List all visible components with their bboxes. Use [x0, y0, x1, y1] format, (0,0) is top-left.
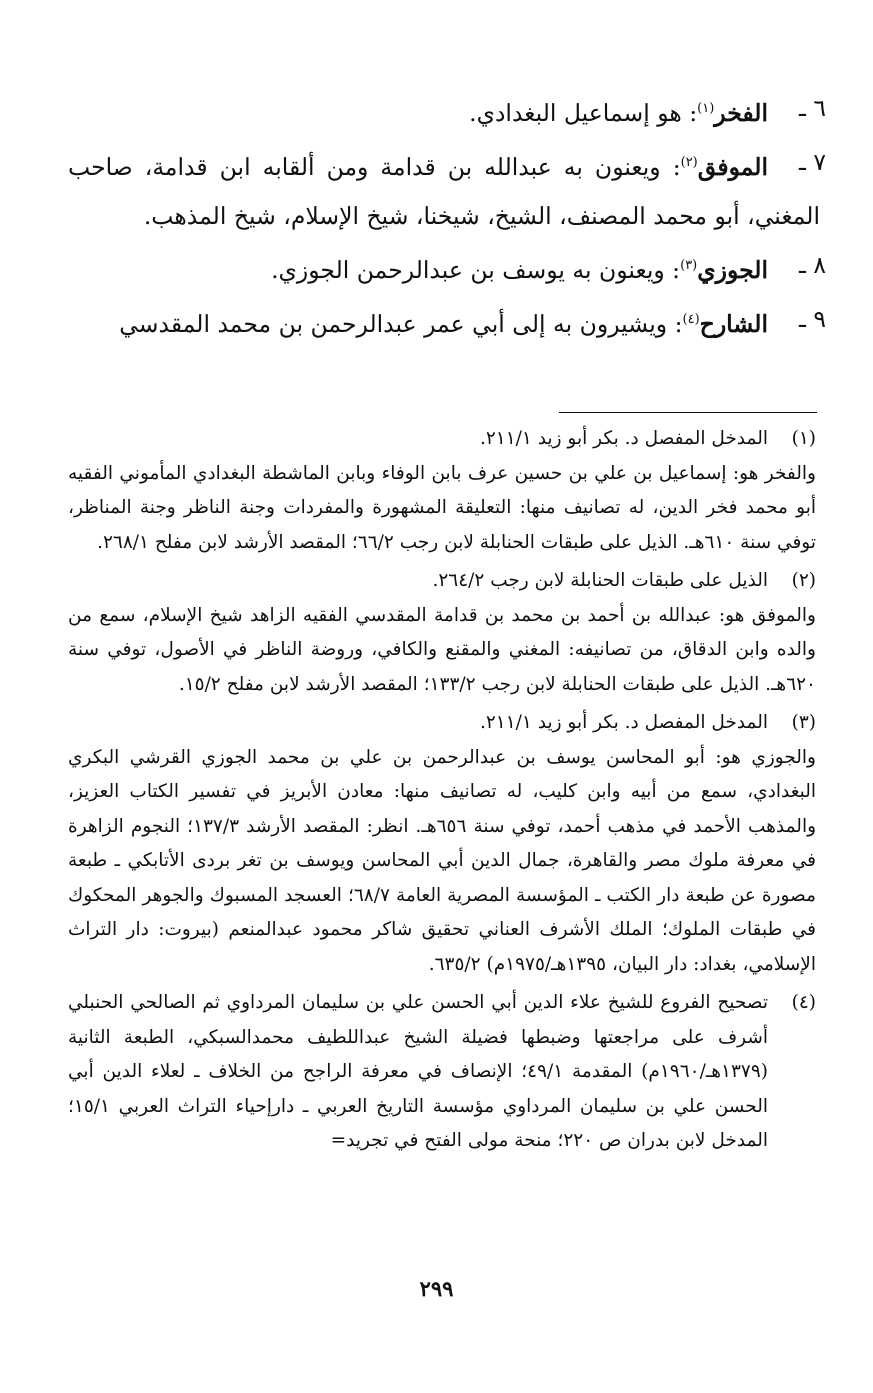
entry-body [68, 241, 768, 295]
entry-6 [68, 84, 826, 138]
footnote-source: المدخل المفصل د. بكر أبو زيد ٢١١/١. [479, 712, 768, 733]
entry-7 [68, 138, 826, 241]
entry-number: ٦ ـ [799, 94, 826, 122]
entry-term: الشارح [699, 310, 768, 338]
entry-term: الجوزي [697, 256, 768, 284]
footnote-number: (٣) [791, 712, 816, 733]
footnote-ref[interactable]: (٤) [682, 312, 700, 327]
footnote-source: تصحيح الفروع للشيخ علاء الدين أبي الحسن علي بن سليمان المرداوي ثم الصالحي الحنبلي أشرف على مراجعتها وضبطها فضيلة الشيخ عبداللطيف محمدالسبكي، الطبعة الثانية (١٣٧٩هـ/١٩٦٠م) المقدمة ٤٩/١؛ الإنصاف في معرفة الراجح من الخلاف ـ لعلاء الدين أبي الحسن علي بن سليمان المرداوي مؤسسة التاريخ العربي ـ دارإحياء التراث العربي ١٥/١؛ المدخل لابن بدران ص ٢٢٠؛ منحة مولى الفتح في تجريد= [68, 992, 768, 1151]
entry-body [68, 295, 768, 349]
page-number: ٢٩٩ [419, 1276, 454, 1301]
footnote-separator [559, 412, 817, 413]
footnote-number: (١) [791, 428, 816, 449]
entry-term: الموفق [697, 153, 768, 181]
entry-number: ٧ ـ [799, 148, 826, 176]
entry-term: الفخر [714, 99, 768, 127]
entry-text: : ويعنون به يوسف بن عبدالرحمن الجوزي. [271, 256, 681, 284]
footnotes [68, 422, 816, 1159]
footnote-ref[interactable]: (٣) [680, 258, 698, 273]
entry-text: : ويعنون به عبدالله بن قدامة ومن ألقابه ابن قدامة، صاحب المغني، أبو محمد المصنف، الشيخ، شيخنا، شيخ الإسلام، شيخ المذهب. [68, 153, 820, 230]
main-text [68, 84, 826, 349]
entry-8 [68, 241, 826, 295]
footnote-source: المدخل المفصل د. بكر أبو زيد ٢١١/١. [479, 428, 768, 449]
entry-number: ٩ ـ [799, 305, 826, 333]
footnote-number: (٤) [791, 992, 816, 1013]
footnote-text: والفخر هو: إسماعيل بن علي بن حسين عرف بابن الوفاء وبابن الماشطة البغدادي المأموني الفقيه أبو محمد فخر الدين، له تصانيف منها: التعليقة المشهورة والمفردات وجنة الناظر وجنة المناظر، توفي سنة ٦١٠هـ. الذيل على طبقات الحنابلة لابن رجب ٦٦/٢؛ المقصد الأرشد لابن مفلح ٢٦٨/١. [68, 462, 816, 553]
footnote-ref[interactable]: (٢) [680, 155, 698, 170]
footnote-number: (٢) [791, 570, 816, 591]
footnote-text: والموفق هو: عبدالله بن أحمد بن محمد بن قدامة المقدسي الفقيه الزاهد شيخ الإسلام، سمع من والده وابن الدقاق، من تصانيفه: المغني والمقنع والكافي، وروضة الناظر في الأصول، توفي سنة ٦٢٠هـ. الذيل على طبقات الحنابلة لابن رجب ١٣٣/٢؛ المقصد الأرشد لابن مفلح ١٥/٢. [68, 604, 816, 695]
footnote-ref[interactable]: (١) [697, 101, 715, 116]
footnote-text: والجوزي هو: أبو المحاسن يوسف بن عبدالرحمن بن علي بن محمد الجوزي القرشي البكري البغدادي، سمع من أبيه وابن كليب، له تصانيف منها: معادن الأبريز في تفسير الكتاب العزيز، والمذهب الأحمد في مذهب أحمد، توفي سنة ٦٥٦هـ. انظر: المقصد الأرشد ١٣٧/٣؛ النجوم الزاهرة في معرفة ملوك مصر والقاهرة، جمال الدين أبي المحاسن ويوسف بن تغر بردى الأتابكي ـ طبعة مصورة عن طبعة دار الكتب ـ المؤسسة المصرية العامة ٦٨/٧؛ العسجد المسبوك والجوهر المحكوك في طبقات الملوك؛ الملك الأشرف العناني تحقيق شاكر محمود عبدالمنعم (بيروت: دار التراث الإسلامي، بغداد: دار البيان، ١٣٩٥هـ/١٩٧٥م) ٦٣٥/٢. [68, 746, 817, 975]
entry-number: ٨ ـ [799, 251, 826, 279]
entry-text: : هو إسماعيل البغدادي. [469, 99, 698, 127]
entry-body [68, 84, 768, 138]
footnote-1 [68, 422, 816, 560]
entry-text: : ويشيرون به إلى أبي عمر عبدالرحمن بن محمد المقدسي [119, 310, 683, 338]
footnote-source: الذيل على طبقات الحنابلة لابن رجب ٢٦٤/٢. [432, 570, 768, 591]
footnote-2 [68, 564, 816, 702]
footnote-4 [68, 986, 816, 1159]
entry-9 [68, 295, 826, 349]
entry-body [68, 138, 820, 241]
footnote-3 [68, 706, 816, 982]
